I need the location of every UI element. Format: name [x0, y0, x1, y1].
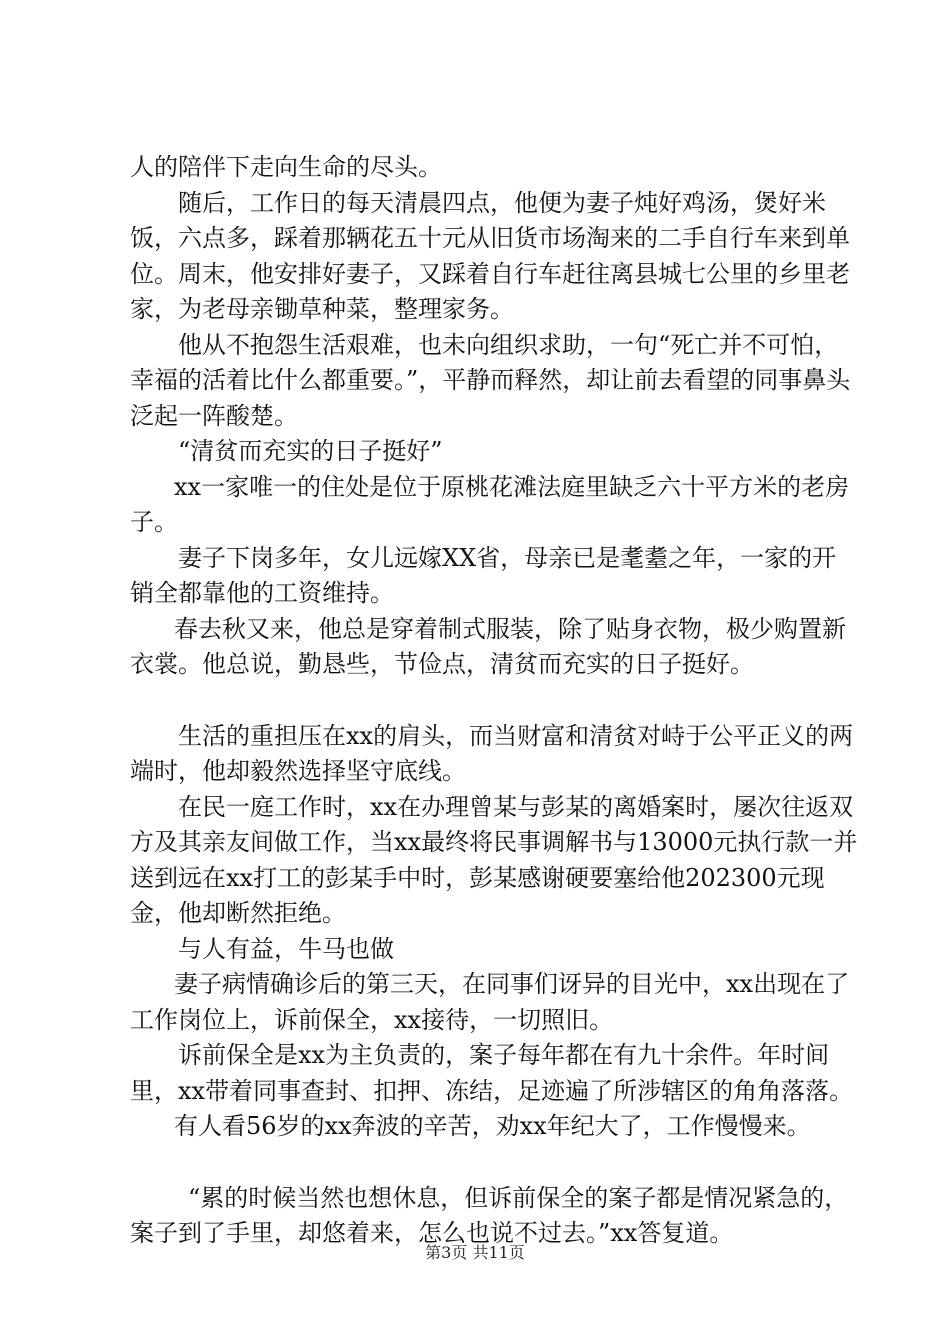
paragraph: 春去秋又来，他总是穿着制式服装，除了贴身衣物，极少购置新衣裳。他总说，勤恳些，节俭点，清贫而充实的日子挺好。 — [130, 614, 846, 678]
paragraph: 随后，工作日的每天清晨四点，他便为妻子炖好鸡汤，煲好米饭，六点多，踩着那辆花五十元从旧货市场淘来的二手自行车来到单位。周末，他安排好妻子，又踩着自行车赶往离县城七公里的乡里老家，为老母亲锄草种菜，整理家务。 — [130, 188, 850, 323]
paragraph: 有人看56岁的xx奔波的辛苦，劝xx年纪大了，工作慢慢来。 — [174, 1112, 811, 1140]
page-footer: 第3页 共11页 — [425, 1243, 525, 1262]
paragraph: “累的时候当然也想休息，但诉前保全的案子都是情况紧急的，案子到了手里，却悠着来，怎么也说不过去。”xx答复道。 — [130, 1183, 849, 1247]
paragraph: 妻子病情确诊后的第三天，在同事们讶异的目光中，xx出现在了工作岗位上，诉前保全，xx接待，一切照旧。 — [130, 970, 850, 1034]
paragraph: xx一家唯一的住处是位于原桃花滩法庭里缺乏六十平方米的老房子。 — [130, 472, 850, 536]
paragraph: 生活的重担压在xx的肩头，而当财富和清贫对峙于公平正义的两端时，他却毅然选择坚守底线。 — [130, 721, 854, 785]
document-body — [130, 150, 858, 1252]
section-heading: 与人有益，牛马也做 — [178, 934, 394, 963]
paragraph: 人的陪伴下走向生命的尽头。 — [130, 153, 442, 181]
paragraph: 诉前保全是xx为主负责的，案子每年都在有九十余件。年时间里，xx带着同事查封、扣押、冻结，足迹遍了所涉辖区的角角落落。 — [130, 1041, 854, 1105]
paragraph: 妻子下岗多年，女儿远嫁XX省，母亲已是耄耋之年，一家的开销全都靠他的工资维持。 — [130, 543, 837, 607]
section-heading: “清贫而充实的日子挺好” — [178, 437, 443, 465]
paragraph: 他从不抱怨生活艰难，也未向组织求助，一句“死亡并不可怕，幸福的活着比什么都重要。”，平静而释然，却让前去看望的同事鼻头泛起一阵酸楚。 — [130, 330, 851, 430]
paragraph: 在民一庭工作时，xx在办理曾某与彭某的离婚案时，屡次往返双方及其亲友间做工作，当xx最终将民事调解书与13000元执行款一并送到远在xx打工的彭某手中时，彭某感谢硬要塞给他202300元现金，他却断然拒绝。 — [130, 792, 858, 927]
